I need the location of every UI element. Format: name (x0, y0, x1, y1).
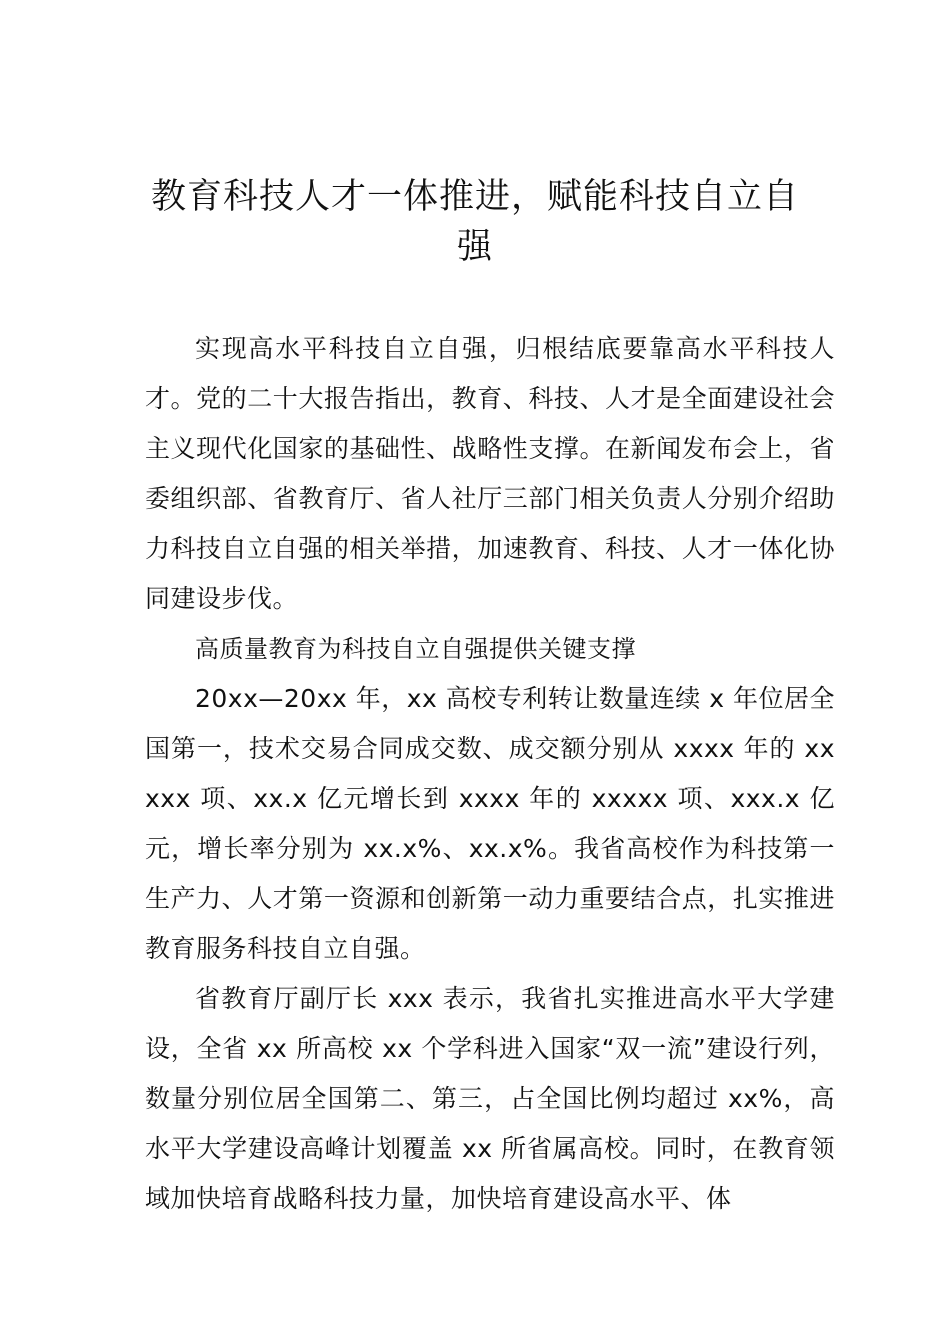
paragraph-statistics: 20xx—20xx 年，xx 高校专利转让数量连续 x 年位居全国第一，技术交易合同成交数、成交额分别从 xxxx 年的 xxxxx 项、xx.x 亿元增长到 xxxx 年的 xxxxx 项、xxx.x 亿元，增长率分别为 xx.x%、xx.x%。我省高校作为科技第一生产力、人才第一资源和创新第一动力重要结合点，扎实推进教育服务科技自立自强。 (145, 684, 835, 963)
document-title: 教育科技人才一体推进，赋能科技自立自强 (150, 177, 799, 267)
paragraph-intro: 实现高水平科技自立自强，归根结底要靠高水平科技人才。党的二十大报告指出，教育、科技、人才是全面建设社会主义现代化国家的基础性、战略性支撑。在新闻发布会上，省委组织部、省教育厅、省人社厅三部门相关负责人分别介绍助力科技自立自强的相关举措，加速教育、科技、人才一体化协同建设步伐。 (145, 334, 835, 613)
paragraph-education-dept: 省教育厅副厅长 xxx 表示，我省扎实推进高水平大学建设，全省 xx 所高校 xx 个学科进入国家“双一流”建设行列，数量分别位居全国第二、第三，占全国比例均超过 xx%，高水平大学建设高峰计划覆盖 xx 所省属高校。同时，在教育领域加快培育战略科技力量，加快培育建设高水平、体 (145, 984, 835, 1213)
section-heading: 高质量教育为科技自立自强提供关键支撑 (195, 635, 636, 663)
document-body (145, 324, 835, 1224)
